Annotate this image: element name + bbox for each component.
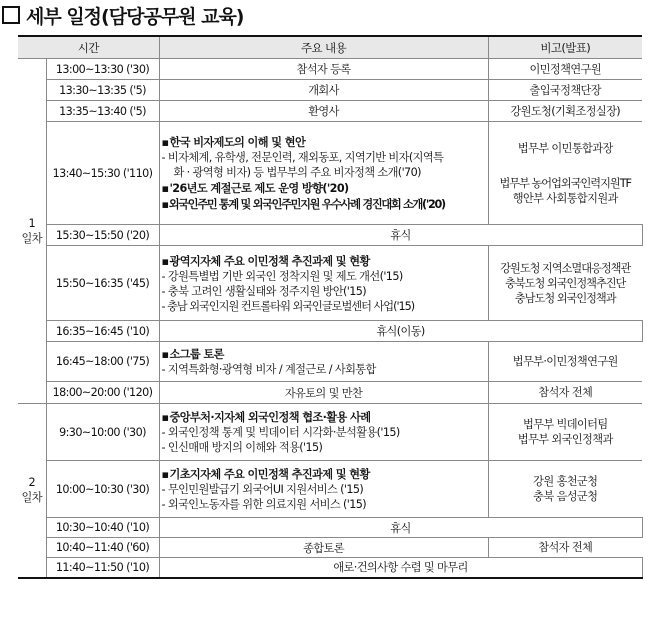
note-line: 충남도청 외국인정책과 <box>514 291 616 305</box>
table-row <box>18 342 642 382</box>
note-line: 법무부 농어업외국인력지원TF <box>499 176 631 190</box>
schedule-table <box>18 35 643 579</box>
time-cell: 13:30~13:35 ('5) <box>46 80 159 101</box>
time-cell: 15:50~16:35 ('45) <box>46 246 159 321</box>
note-line: 강원도청 지역소멸대응정책관 <box>500 261 631 275</box>
table-row <box>18 101 642 122</box>
column-header-note: 비고(발표) <box>488 36 642 59</box>
note-line: 강원 홍천군청 <box>533 475 598 488</box>
time-cell: 10:40~11:40 ('60) <box>46 538 159 558</box>
column-header-time: 시간 <box>18 36 159 59</box>
note-cell: 강원도청(기획조정실장) <box>488 101 642 122</box>
note-line: 법무부 빅데이터팀 <box>522 418 608 431</box>
break-cell: 휴식 <box>159 225 642 246</box>
content-subitem: - 지역특화형·광역형 비자 / 계절근로 / 사회통합 <box>161 363 376 376</box>
content-cell: 종합토론 <box>159 538 488 558</box>
table-row <box>18 122 642 225</box>
table-row <box>18 246 642 321</box>
note-cell <box>488 404 642 461</box>
time-cell: 10:00~10:30 ('30) <box>46 461 159 518</box>
content-heading: ▪ 소그룹 토론 <box>162 346 486 362</box>
content-cell: 개회사 <box>159 80 488 101</box>
table-row <box>18 404 642 461</box>
note-cell <box>488 246 642 321</box>
note-cell: 이민정책연구원 <box>488 59 642 80</box>
content-subitem: - 외국인노동자를 위한 의료지원 서비스 ('15) <box>161 498 367 511</box>
time-cell: 13:40~15:30 ('110) <box>46 122 159 225</box>
page-title-text: 세부 일정(담당공무원 교육) <box>26 6 244 28</box>
note-line: 법무부 이민통합과장 <box>517 141 613 155</box>
table-row <box>18 461 642 518</box>
content-cell: 환영사 <box>159 101 488 122</box>
content-subitem: 화 · 광역형 비자) 등 법무부의 주요 비자정책 소개('70) <box>173 166 421 179</box>
time-cell: 16:45~18:00 ('75) <box>46 342 159 382</box>
time-cell: 18:00~20:00 ('120) <box>46 382 159 404</box>
column-header-content: 주요 내용 <box>159 36 488 59</box>
content-cell: 자유토의 및 만찬 <box>159 382 488 404</box>
note-cell: 출입국정책단장 <box>488 80 642 101</box>
content-subitem: - 무인민원발급기 외국어UI 지원서비스 ('15) <box>161 483 364 496</box>
note-cell <box>488 122 642 225</box>
day-label-2: 2 일차 <box>18 404 46 578</box>
page-title <box>2 2 244 29</box>
table-row <box>18 225 642 246</box>
wrapup-cell: 애로·건의사항 수렴 및 마무리 <box>159 558 642 578</box>
note-cell: 참석자 전체 <box>488 382 642 404</box>
note-cell: 법무부·이민정책연구원 <box>488 342 642 382</box>
content-heading: ▪ 한국 비자제도의 이해 및 현안 <box>162 134 486 150</box>
break-cell: 휴식(이동) <box>159 321 642 342</box>
content-cell <box>159 246 488 321</box>
content-heading: ▪ 광역지자체 주요 이민정책 추진과제 및 현황 <box>162 253 486 269</box>
table-row <box>18 558 642 578</box>
content-cell: 참석자 등록 <box>159 59 488 80</box>
content-cell <box>159 461 488 518</box>
note-line: 충북도청 외국인정책추진단 <box>505 276 626 290</box>
break-cell: 휴식 <box>159 518 642 538</box>
content-heading: ▪ '26년도 계절근로 제도 운영 방향('20) <box>162 180 486 196</box>
day-label-1: 1 일차 <box>18 59 46 404</box>
checkbox-square-icon <box>2 6 20 24</box>
table-row <box>18 59 642 80</box>
content-subitem: - 외국인정책 통계 및 빅데이터 시각화·분석활용('15) <box>161 426 400 439</box>
table-row <box>18 382 642 404</box>
time-cell: 15:30~15:50 ('20) <box>46 225 159 246</box>
table-row <box>18 80 642 101</box>
content-heading: ▪ 중앙부처·지자체 외국인정책 협조·활용 사례 <box>162 409 486 425</box>
time-cell: 16:35~16:45 ('10) <box>46 321 159 342</box>
content-subitem: - 비자체계, 유학생, 전문인력, 재외동포, 지역기반 비자(지역특 <box>161 151 444 164</box>
table-row <box>18 538 642 558</box>
table-row <box>18 518 642 538</box>
time-cell: 11:40~11:50 ('10) <box>46 558 159 578</box>
content-subitem: - 강원특별법 기반 외국인 정착지원 및 제도 개선('15) <box>161 269 403 283</box>
content-cell <box>159 342 488 382</box>
content-cell <box>159 122 488 225</box>
time-cell: 13:35~13:40 ('5) <box>46 101 159 122</box>
content-subitem: - 인신매매 방지의 이해와 적용('15) <box>161 441 323 454</box>
time-cell: 13:00~13:30 ('30) <box>46 59 159 80</box>
content-heading: ▪ 외국인주민 통계 및 외국인주민지원 우수사례 경진대회 소개('20) <box>162 196 486 212</box>
note-line: 행안부 사회통합지원과 <box>512 191 618 205</box>
time-cell: 9:30~10:00 ('30) <box>46 404 159 461</box>
content-heading: ▪ 기초지자체 주요 이민정책 추진과제 및 현황 <box>162 466 486 482</box>
table-row <box>18 321 642 342</box>
note-line: 충북 음성군청 <box>533 490 598 503</box>
note-cell <box>488 461 642 518</box>
note-line: 법무부 외국인정책과 <box>517 433 613 446</box>
table-header-row <box>18 36 642 59</box>
content-subitem: - 충북 고려인 생활실태와 정주지원 방안('15) <box>161 284 367 298</box>
content-cell <box>159 404 488 461</box>
content-subitem: - 충남 외국인지원 컨트롤타워 외국인글로벌센터 사업('15) <box>161 299 415 313</box>
note-cell: 참석자 전체 <box>488 538 642 558</box>
time-cell: 10:30~10:40 ('10) <box>46 518 159 538</box>
